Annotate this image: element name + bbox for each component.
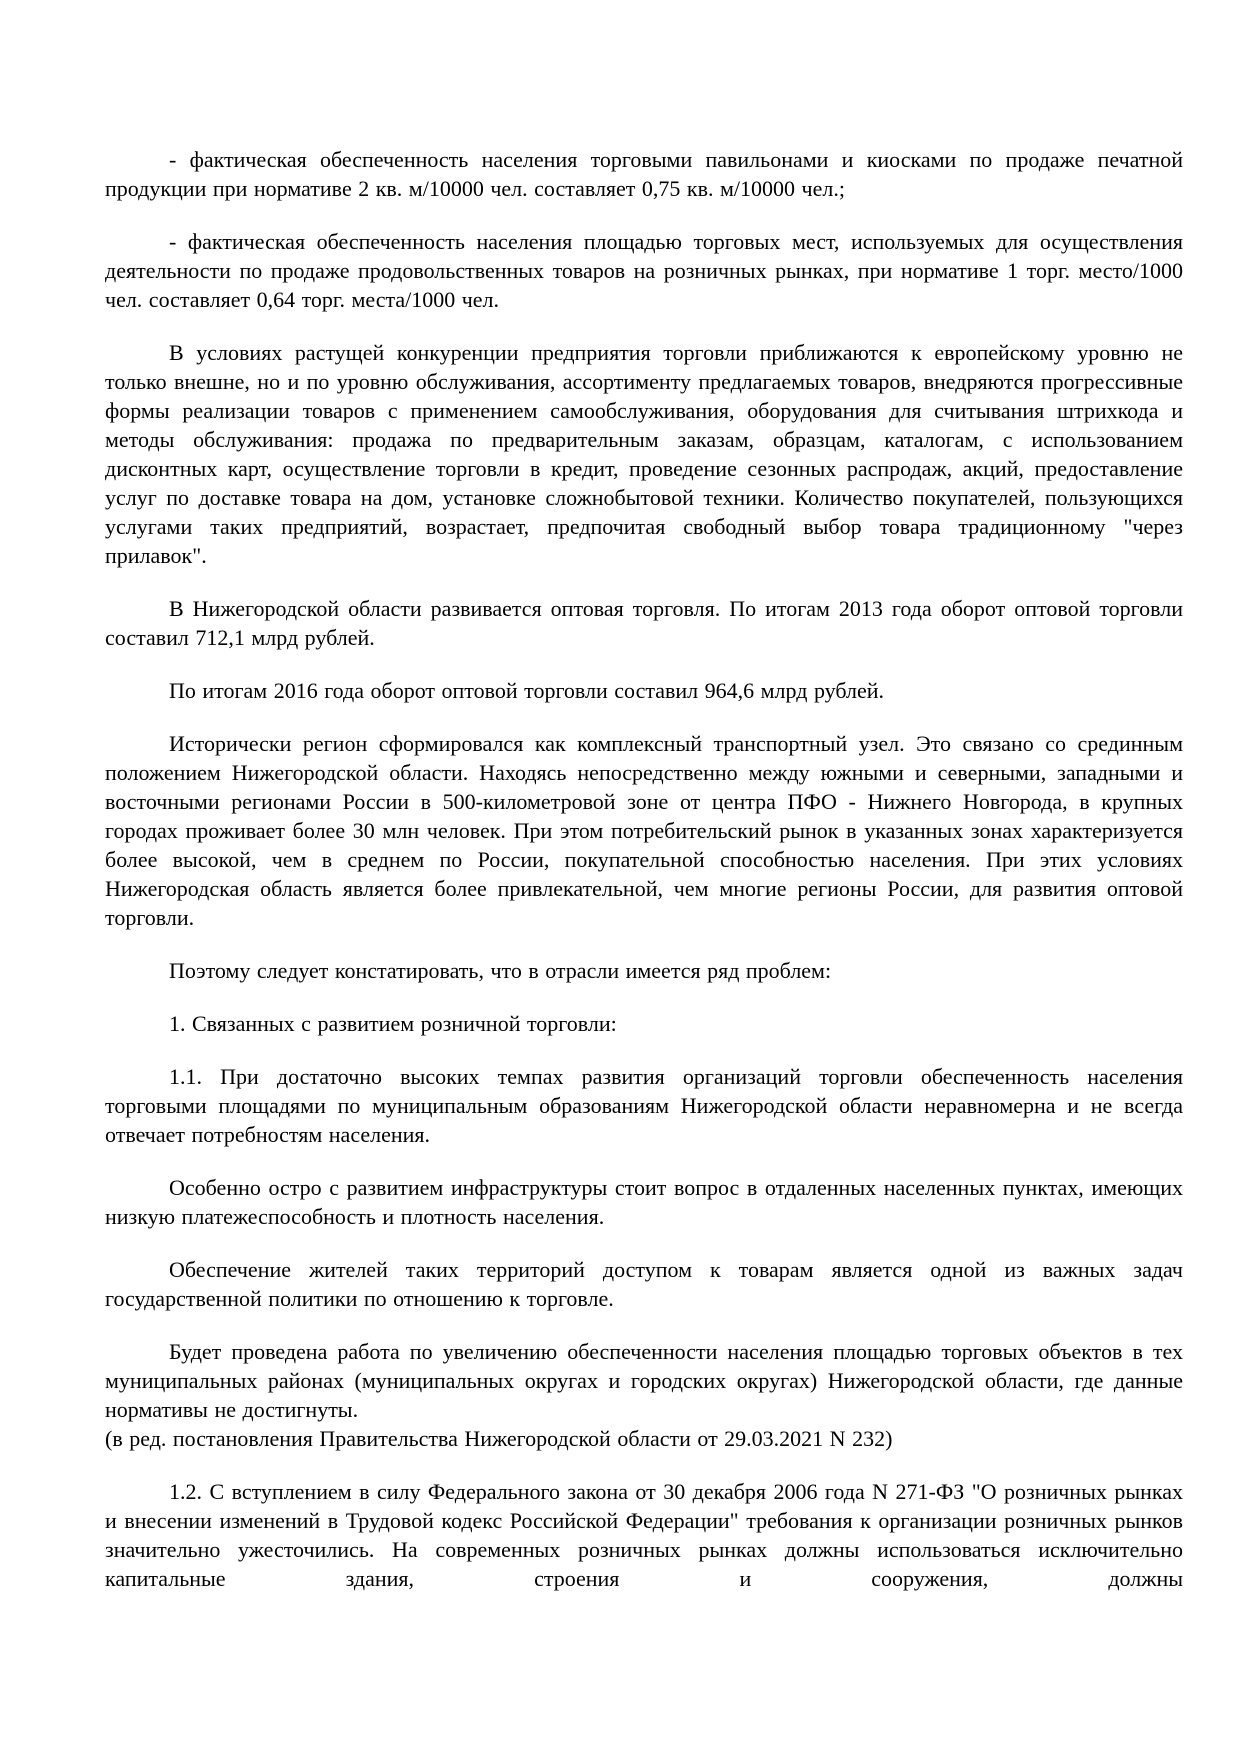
paragraph: Особенно остро с развитием инфраструктуры стоит вопрос в отдаленных населенных пунктах, имеющих низкую платежеспособность и плотность населения. xyxy=(105,1175,1183,1229)
paragraph: 1.2. С вступлением в силу Федерального закона от 30 декабря 2006 года N 271-ФЗ "О розничных рынках и внесении изменений в Трудовой кодекс Российской Федерации" требования к организации розничных рынков значительно ужесточились. На современных розничных рынках должны использоваться исключительно капитальные здания, строения и сооружения, должны xyxy=(105,1479,1183,1591)
paragraph: - фактическая обеспеченность населения торговыми павильонами и киосками по продаже печатной продукции при нормативе 2 кв. м/10000 чел. составляет 0,75 кв. м/10000 чел.; xyxy=(105,147,1183,201)
paragraph: Обеспечение жителей таких территорий доступом к товарам является одной из важных задач государственной политики по отношению к торговле. xyxy=(105,1257,1183,1311)
paragraph: 1. Связанных с развитием розничной торговли: xyxy=(169,1011,617,1036)
document-body xyxy=(105,145,1183,1617)
paragraph: По итогам 2016 года оборот оптовой торговли составил 964,6 млрд рублей. xyxy=(169,678,885,703)
paragraph: (в ред. постановления Правительства Нижегородской области от 29.03.2021 N 232) xyxy=(105,1426,893,1451)
paragraph: Исторически регион сформировался как комплексный транспортный узел. Это связано со срединным положением Нижегородской области. Находясь непосредственно между южными и северными, западными и восточными регионами России в 500-километровой зоне от центра ПФО - Нижнего Новгорода, в крупных городах проживает более 30 млн человек. При этом потребительский рынок в указанных зонах характеризуется более высокой, чем в среднем по России, покупательной способностью населения. При этих условиях Нижегородская область является более привлекательной, чем многие регионы России, для развития оптовой торговли. xyxy=(105,731,1183,930)
paragraph: 1.1. При достаточно высоких темпах развития организаций торговли обеспеченность населения торговыми площадями по муниципальным образованиям Нижегородской области неравномерна и не всегда отвечает потребностям населения. xyxy=(105,1064,1183,1147)
paragraph: - фактическая обеспеченность населения площадью торговых мест, используемых для осуществления деятельности по продаже продовольственных товаров на розничных рынках, при нормативе 1 торг. место/1000 чел. составляет 0,64 торг. места/1000 чел. xyxy=(105,229,1183,312)
paragraph: Поэтому следует констатировать, что в отрасли имеется ряд проблем: xyxy=(169,958,832,983)
paragraph: В условиях растущей конкуренции предприятия торговли приближаются к европейскому уровню не только внешне, но и по уровню обслуживания, ассортименту предлагаемых товаров, внедряются прогрессивные формы реализации товаров с применением самообслуживания, оборудования для считывания штрихкода и методы обслуживания: продажа по предварительным заказам, образцам, каталогам, с использованием дисконтных карт, осуществление торговли в кредит, проведение сезонных распродаж, акций, предоставление услуг по доставке товара на дом, установке сложнобытовой техники. Количество покупателей, пользующихся услугами таких предприятий, возрастает, предпочитая свободный выбор товара традиционному "через прилавок". xyxy=(105,340,1183,568)
paragraph: В Нижегородской области развивается оптовая торговля. По итогам 2013 года оборот оптовой торговли составил 712,1 млрд рублей. xyxy=(105,596,1183,650)
paragraph: Будет проведена работа по увеличению обеспеченности населения площадью торговых объектов в тех муниципальных районах (муниципальных округах и городских округах) Нижегородской области, где данные нормативы не достигнуты. xyxy=(105,1339,1183,1422)
